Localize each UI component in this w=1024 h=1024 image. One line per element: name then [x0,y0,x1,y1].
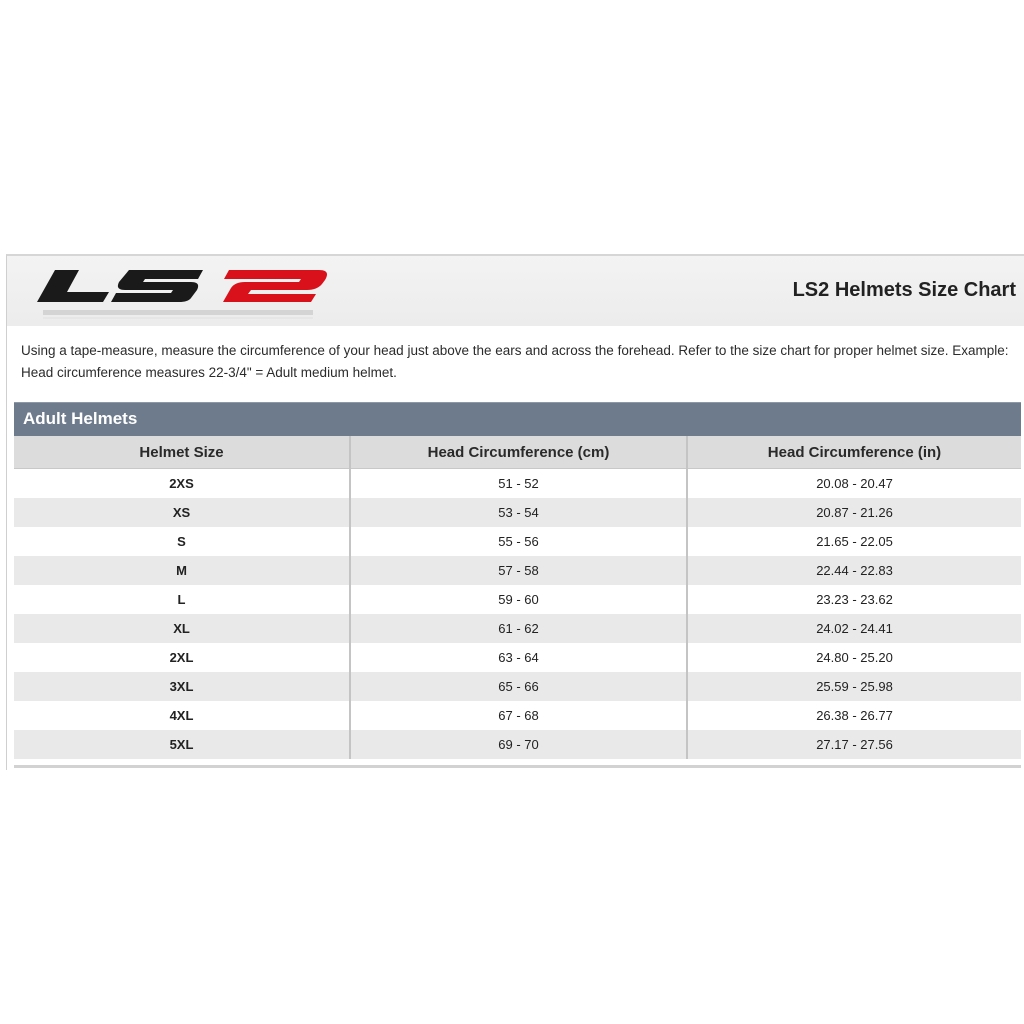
cell-cm: 53 - 54 [350,498,687,527]
column-header-circumference-in: Head Circumference (in) [687,436,1021,469]
cell-in: 22.44 - 22.83 [687,556,1021,585]
cell-in: 20.08 - 20.47 [687,469,1021,499]
table-header-row [14,436,1021,469]
column-header-helmet-size: Helmet Size [14,436,350,469]
ls2-logo [33,262,333,326]
cell-size: 4XL [14,701,350,730]
cell-size: 2XL [14,643,350,672]
cell-size: M [14,556,350,585]
cell-in: 20.87 - 21.26 [687,498,1021,527]
cell-cm: 61 - 62 [350,614,687,643]
table-row [14,556,1021,585]
cell-cm: 69 - 70 [350,730,687,759]
column-header-circumference-cm: Head Circumference (cm) [350,436,687,469]
section-header [14,402,1021,437]
cell-in: 25.59 - 25.98 [687,672,1021,701]
table-bottom-rule [14,765,1021,768]
table-row [14,701,1021,730]
cell-size: S [14,527,350,556]
size-chart-panel [6,254,1024,770]
cell-in: 24.80 - 25.20 [687,643,1021,672]
cell-cm: 51 - 52 [350,469,687,499]
cell-size: 5XL [14,730,350,759]
cell-in: 27.17 - 27.56 [687,730,1021,759]
cell-in: 26.38 - 26.77 [687,701,1021,730]
cell-size: 3XL [14,672,350,701]
cell-size: L [14,585,350,614]
table-row [14,585,1021,614]
table-row [14,469,1021,499]
cell-cm: 63 - 64 [350,643,687,672]
section-title: Adult Helmets [23,409,138,428]
table-row [14,672,1021,701]
cell-size: XS [14,498,350,527]
cell-size: XL [14,614,350,643]
cell-cm: 55 - 56 [350,527,687,556]
table-row [14,730,1021,759]
cell-cm: 67 - 68 [350,701,687,730]
measuring-instructions: Using a tape-measure, measure the circumference of your head just above the ears and across the forehead. Refer to the size chart for proper helmet size. Example: Head circumference measures 22-3/4" = Adult medium helmet. [21,343,1009,380]
cell-in: 23.23 - 23.62 [687,585,1021,614]
table-row [14,643,1021,672]
cell-cm: 65 - 66 [350,672,687,701]
size-table [14,436,1021,759]
cell-in: 21.65 - 22.05 [687,527,1021,556]
table-row [14,527,1021,556]
cell-cm: 57 - 58 [350,556,687,585]
chart-title: LS2 Helmets Size Chart [792,279,1016,301]
table-row [14,614,1021,643]
cell-size: 2XS [14,469,350,499]
cell-in: 24.02 - 24.41 [687,614,1021,643]
cell-cm: 59 - 60 [350,585,687,614]
table-row [14,498,1021,527]
